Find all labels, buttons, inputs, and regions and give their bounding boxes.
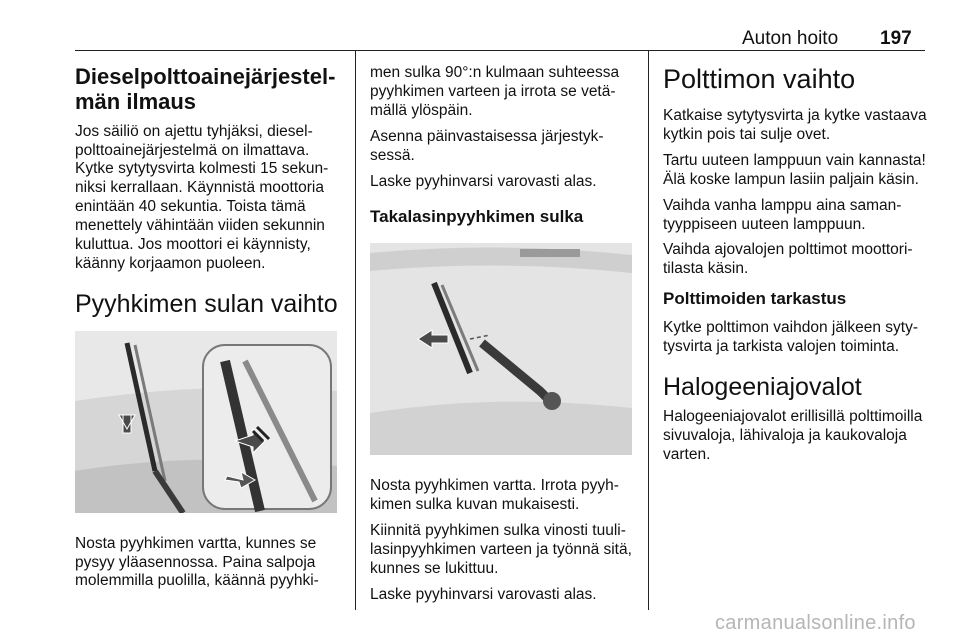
- heading-diesel-bleeding: Dieselpolttoainejärjestelmän ilmaus: [75, 64, 336, 115]
- heading-bulb-check: Polttimoiden tarkastus: [663, 289, 847, 309]
- paragraph-same-type: Vaihda vanha lamppu aina samantyyppiseen uuteen lamppuun.: [663, 196, 902, 233]
- paragraph-switch-off: Katkaise sytytysvirta ja kytke vastaava kytkin pois tai sulje ovet.: [663, 107, 927, 143]
- front-wiper-drawing: [75, 331, 337, 513]
- paragraph-engine-compartment: Vaihda ajovalojen polttimot moottoritilasta käsin.: [663, 241, 913, 278]
- paragraph-rear-remove: Nosta pyyhkimen vartta. Irrota pyyhkimen sulka kuvan mukaisesti.: [370, 477, 619, 514]
- paragraph-lower-arm: Laske pyyhinvarsi varovasti alas.: [370, 172, 597, 190]
- column-2: [370, 64, 635, 612]
- front-wiper-illustration: [75, 331, 337, 513]
- paragraph-wiper-instructions: Nosta pyyhkimen vartta, kunnes se pysyy yläasennossa. Paina salpoja molemmilla puolilla, käännä pyyhki-: [75, 534, 319, 590]
- paragraph-diesel-bleeding: Jos säiliö on ajettu tyhjäksi, dieselpolttoainejärjestelmä on ilmattava. Kytke sytytysvirta kolmesti 15 sekunniksi kerrallaan. Käynnistä moottoria enintään 40 sekuntia. Toista tämä menettely vähintään viiden sekunnin kuluttua. Jos moottori ei käynnisty, käänny korjaamon puoleen.: [75, 122, 329, 272]
- paragraph-rear-attach: Kiinnitä pyyhkimen sulka vinosti tuulilasinpyyhkimen varteen ja työnnä sitä, kunnes se lukittuu.: [370, 522, 632, 578]
- paragraph-halogen-description: Halogeeniajovalot erillisillä polttimoilla sivuvaloja, lähivaloja ja kaukovaloja varten.: [663, 407, 923, 463]
- heading-halogen-headlights: Halogeeniajovalot: [663, 373, 862, 402]
- watermark: carmanualsonline.info: [715, 612, 916, 634]
- page-header-title: Auton hoito: [742, 28, 839, 49]
- heading-rear-wiper-blade: Takalasinpyyhkimen sulka: [370, 207, 584, 227]
- column-divider-1: [355, 51, 356, 610]
- column-3: [663, 64, 928, 472]
- paragraph-check-lights: Kytke polttimon vaihdon jälkeen sytytysvirta ja tarkista valojen toiminta.: [663, 319, 919, 356]
- paragraph-install-reverse: Asenna päinvastaisessa järjestyksessä.: [370, 127, 604, 164]
- column-1: [75, 64, 343, 598]
- page-number: 197: [880, 28, 912, 49]
- heading-wiper-blade-replacement: Pyyhkimen sulan vaihto: [75, 289, 338, 318]
- paragraph-hold-base: Tartu uuteen lamppuun vain kannasta! Älä koske lampun lasiin paljain käsin.: [663, 151, 926, 188]
- paragraph-wiper-continued: men sulka 90°:n kulmaan suhteessa pyyhkimen varteen ja irrota se vetämällä ylöspäin.: [370, 64, 620, 119]
- rear-wiper-illustration: [370, 243, 632, 455]
- header-rule: [75, 50, 925, 51]
- heading-bulb-replacement: Polttimon vaihto: [663, 64, 856, 94]
- paragraph-rear-lower-arm: Laske pyyhinvarsi varovasti alas.: [370, 585, 597, 603]
- column-divider-2: [648, 51, 649, 610]
- rear-wiper-drawing: [370, 243, 632, 455]
